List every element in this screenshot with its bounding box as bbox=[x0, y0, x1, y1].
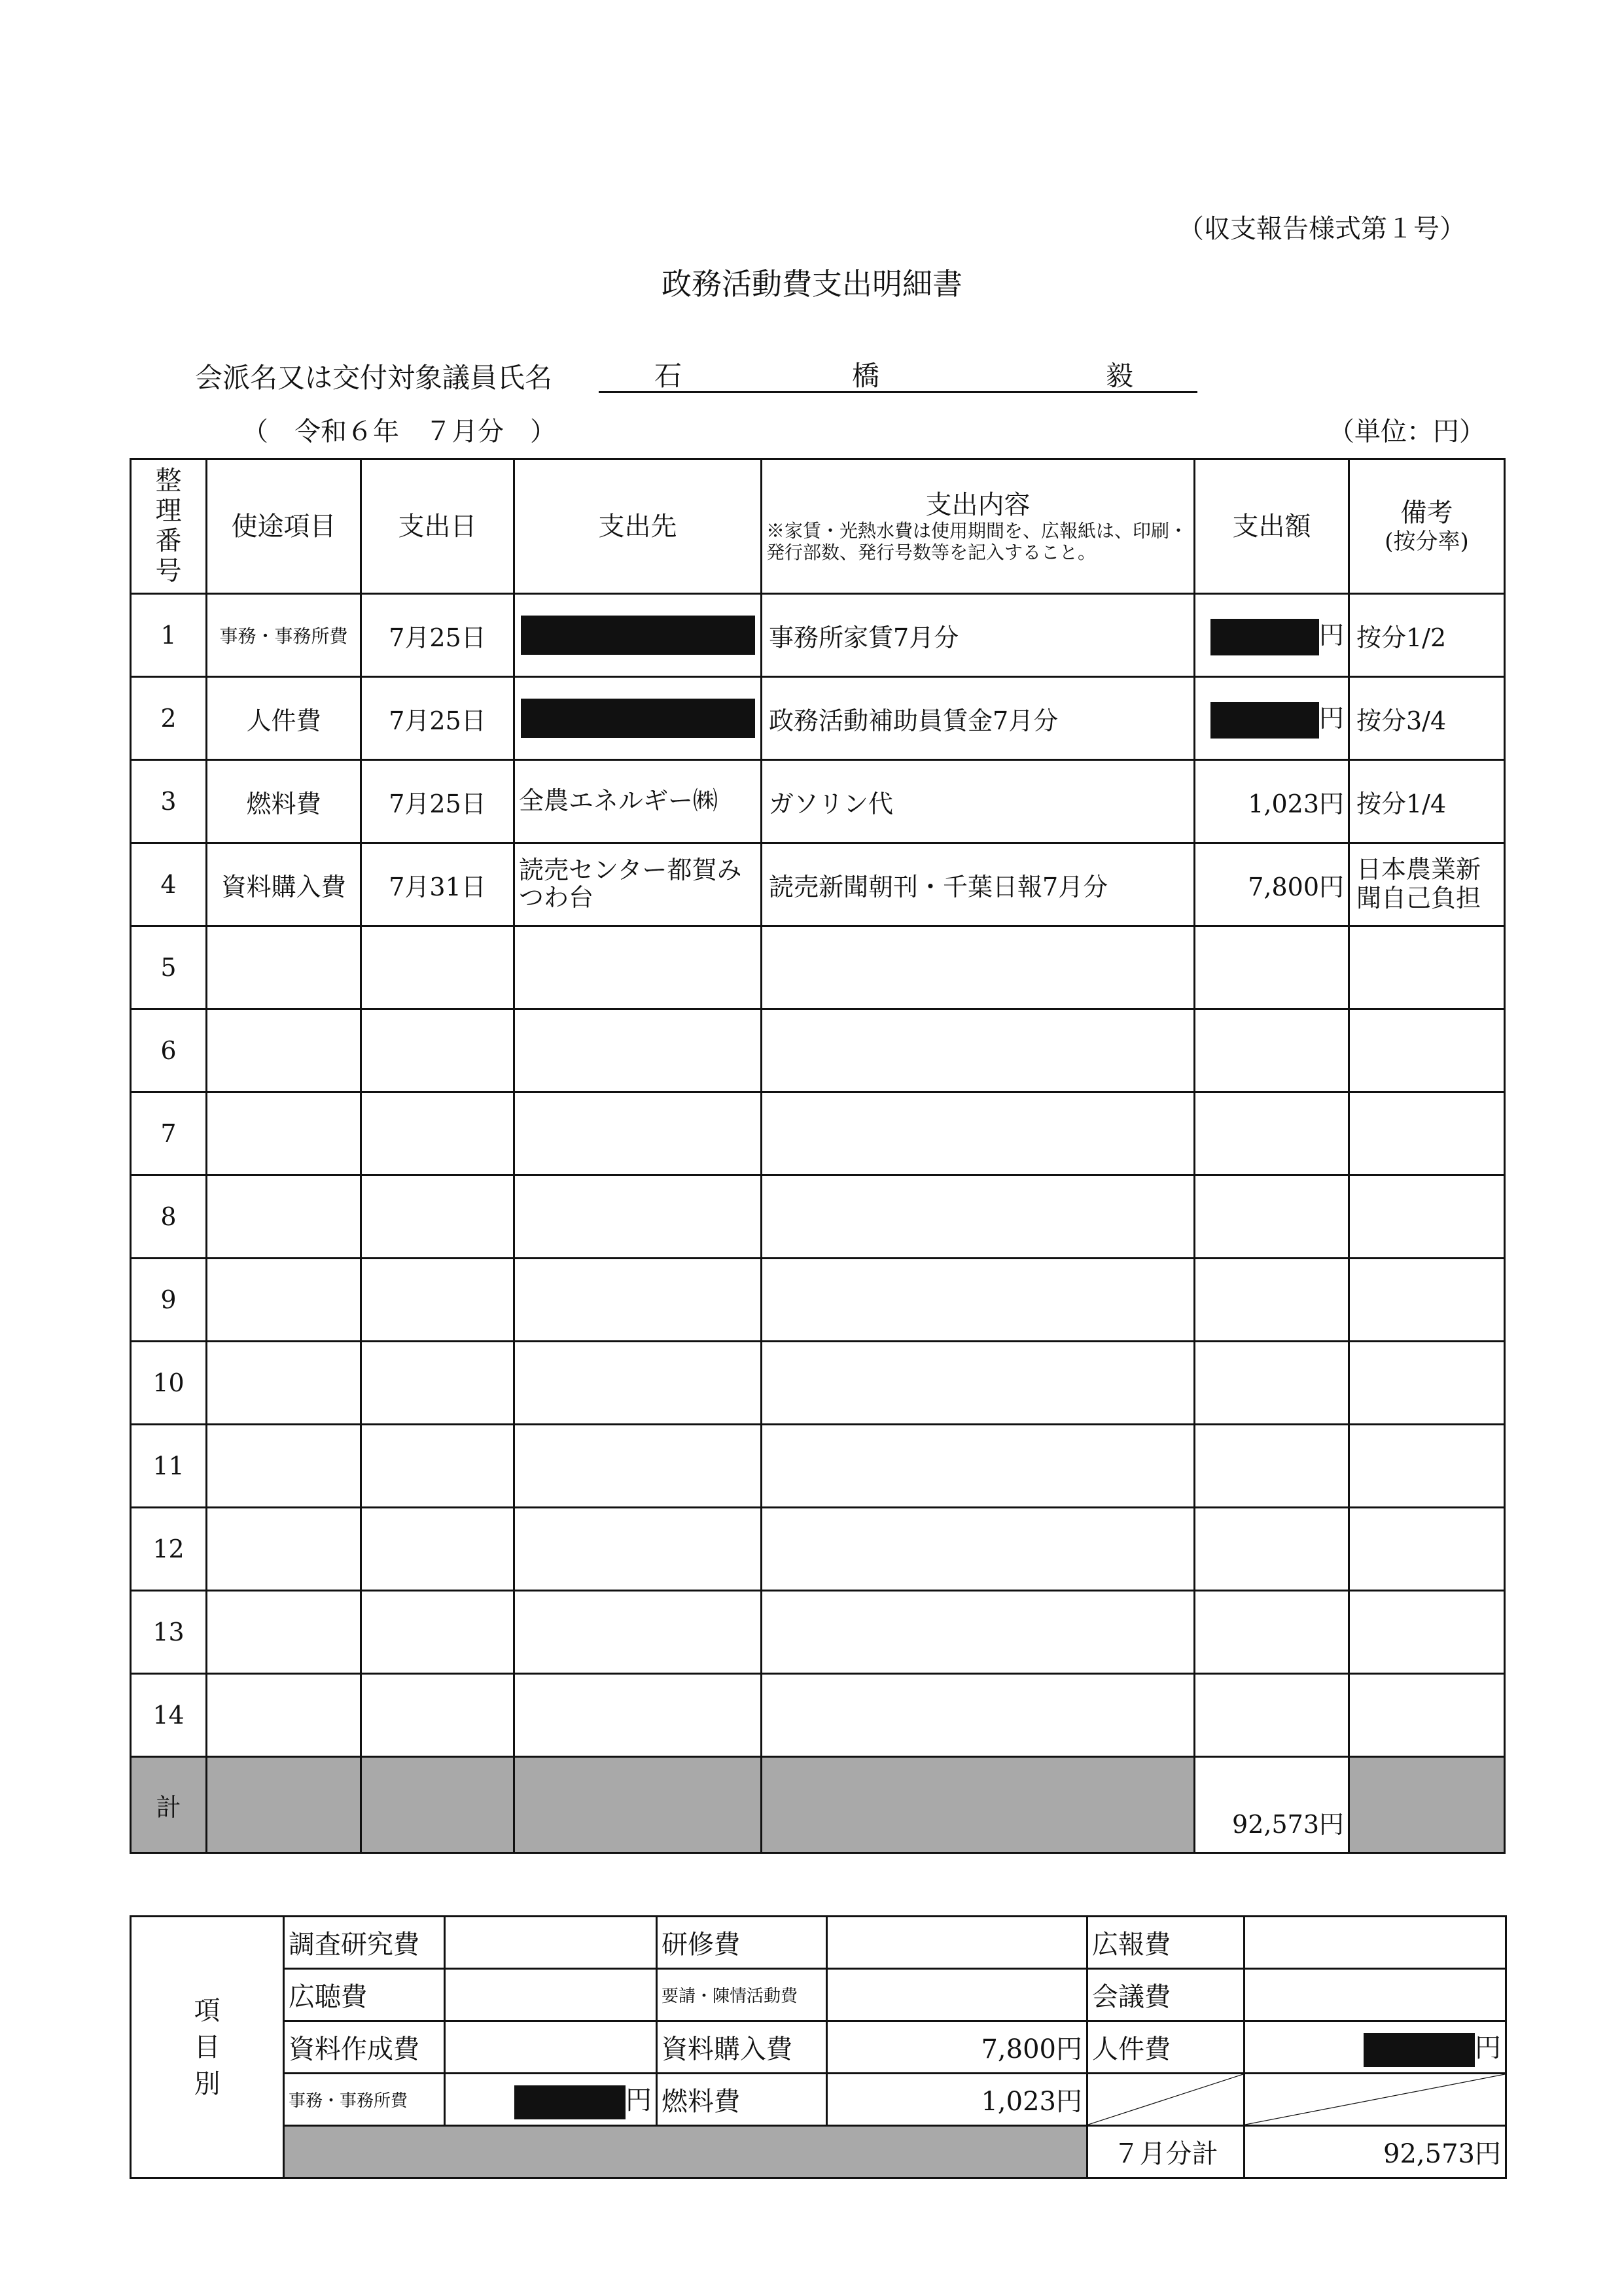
row-category bbox=[207, 1591, 361, 1674]
row-category bbox=[207, 926, 361, 1009]
row-remarks: 日本農業新聞自己負担 bbox=[1349, 843, 1505, 926]
row-content bbox=[762, 1674, 1195, 1757]
row-category: 燃料費 bbox=[207, 760, 361, 843]
redaction-block bbox=[521, 616, 755, 655]
summary-hearing-label: 広聴費 bbox=[284, 1969, 445, 2021]
row-amount bbox=[1195, 1259, 1349, 1342]
row-content: 読売新聞朝刊・千葉日報7月分 bbox=[762, 843, 1195, 926]
summary-petition-label: 要請・陳情活動費 bbox=[657, 1969, 827, 2021]
total-empty-cell bbox=[207, 1757, 361, 1853]
row-category bbox=[207, 1009, 361, 1092]
table-row bbox=[131, 1259, 1505, 1342]
document-title: 政務活動費支出明細書 bbox=[662, 266, 962, 302]
summary-month-total: 92,573円 bbox=[1244, 2126, 1506, 2178]
row-date bbox=[361, 1175, 514, 1259]
table-row bbox=[131, 1175, 1505, 1259]
row-remarks bbox=[1349, 1092, 1505, 1175]
row-date bbox=[361, 1259, 514, 1342]
form-number: （収支報告様式第１号） bbox=[1178, 214, 1466, 244]
expenditure-table bbox=[130, 458, 1506, 1854]
report-period: （ 令和６年 ７月分 ） bbox=[242, 417, 556, 447]
total-label: 計 bbox=[131, 1757, 207, 1853]
redaction-block bbox=[1210, 619, 1319, 655]
row-remarks bbox=[1349, 1591, 1505, 1674]
row-remarks bbox=[1349, 1674, 1505, 1757]
row-payee bbox=[514, 1009, 762, 1092]
row-category bbox=[207, 1259, 361, 1342]
row-no: 12 bbox=[131, 1508, 207, 1591]
row-date bbox=[361, 1009, 514, 1092]
row-category: 事務・事務所費 bbox=[207, 594, 361, 677]
summary-publicity-amount bbox=[1244, 1917, 1506, 1969]
row-payee bbox=[514, 1508, 762, 1591]
row-no: 6 bbox=[131, 1009, 207, 1092]
summary-meeting-amount bbox=[1244, 1969, 1506, 2021]
header-remarks-title: 備考 bbox=[1400, 498, 1453, 529]
table-row bbox=[131, 677, 1505, 760]
header-amount: 支出額 bbox=[1195, 459, 1349, 594]
row-date bbox=[361, 1591, 514, 1674]
summary-petition-amount bbox=[827, 1969, 1087, 2021]
redaction-block bbox=[1210, 702, 1319, 739]
row-payee bbox=[514, 926, 762, 1009]
row-date: 7月31日 bbox=[361, 843, 514, 926]
row-no: 9 bbox=[131, 1259, 207, 1342]
table-row bbox=[131, 926, 1505, 1009]
row-content bbox=[762, 1092, 1195, 1175]
row-category bbox=[207, 1092, 361, 1175]
table-row bbox=[131, 1674, 1505, 1757]
header-content bbox=[762, 459, 1195, 594]
row-amount bbox=[1195, 594, 1349, 677]
row-category bbox=[207, 1674, 361, 1757]
row-content bbox=[762, 1425, 1195, 1508]
summary-diagonal-cell bbox=[1087, 2074, 1244, 2126]
row-payee bbox=[514, 1674, 762, 1757]
row-payee bbox=[514, 1092, 762, 1175]
row-amount: 7,800円 bbox=[1195, 843, 1349, 926]
row-amount bbox=[1195, 1175, 1349, 1259]
header-content-title: 支出内容 bbox=[925, 490, 1031, 521]
row-remarks: 按分1/2 bbox=[1349, 594, 1505, 677]
row-remarks bbox=[1349, 1342, 1505, 1425]
summary-month-total-label: ７月分計 bbox=[1087, 2126, 1244, 2178]
row-no: 13 bbox=[131, 1591, 207, 1674]
table-row bbox=[131, 1425, 1505, 1508]
member-name-char-1: 石 bbox=[654, 360, 682, 392]
row-amount bbox=[1195, 1508, 1349, 1591]
total-row bbox=[131, 1757, 1505, 1853]
row-content bbox=[762, 1259, 1195, 1342]
row-payee bbox=[514, 1342, 762, 1425]
total-amount: 92,573円 bbox=[1195, 1757, 1349, 1853]
row-category: 資料購入費 bbox=[207, 843, 361, 926]
row-content bbox=[762, 1508, 1195, 1591]
row-remarks bbox=[1349, 1259, 1505, 1342]
row-no: 14 bbox=[131, 1674, 207, 1757]
row-no: 2 bbox=[131, 677, 207, 760]
summary-office-label: 事務・事務所費 bbox=[284, 2074, 445, 2126]
header-content-note: ※家賃・光熱水費は使用期間を、広報紙は、印刷・発行部数、発行号数等を記入すること。 bbox=[766, 520, 1188, 563]
row-content: ガソリン代 bbox=[762, 760, 1195, 843]
summary-material-purchase-amount: 7,800円 bbox=[827, 2021, 1087, 2074]
summary-side-label bbox=[131, 1917, 284, 2178]
row-amount bbox=[1195, 1009, 1349, 1092]
summary-meeting-label: 会議費 bbox=[1087, 1969, 1244, 2021]
member-name-char-2: 橋 bbox=[852, 360, 880, 392]
row-payee bbox=[514, 1175, 762, 1259]
row-no: 5 bbox=[131, 926, 207, 1009]
category-summary-table bbox=[130, 1915, 1507, 2179]
row-content bbox=[762, 1591, 1195, 1674]
row-remarks bbox=[1349, 926, 1505, 1009]
table-row bbox=[131, 594, 1505, 677]
row-date bbox=[361, 1674, 514, 1757]
table-row bbox=[131, 1092, 1505, 1175]
row-date bbox=[361, 1092, 514, 1175]
total-empty-cell bbox=[1349, 1757, 1505, 1853]
header-category: 使途項目 bbox=[207, 459, 361, 594]
row-amount: 1,023円 bbox=[1195, 760, 1349, 843]
header-remarks bbox=[1349, 459, 1505, 594]
table-row bbox=[131, 1009, 1505, 1092]
redaction-block bbox=[1364, 2033, 1475, 2067]
row-no: 3 bbox=[131, 760, 207, 843]
row-date bbox=[361, 926, 514, 1009]
summary-material-making-amount bbox=[445, 2021, 657, 2074]
row-date: 7月25日 bbox=[361, 594, 514, 677]
row-amount bbox=[1195, 1342, 1349, 1425]
redaction-block bbox=[514, 2085, 626, 2119]
summary-training-label: 研修費 bbox=[657, 1917, 827, 1969]
summary-publicity-label: 広報費 bbox=[1087, 1917, 1244, 1969]
row-amount bbox=[1195, 926, 1349, 1009]
row-amount bbox=[1195, 1425, 1349, 1508]
row-amount-unit: 円 bbox=[1318, 620, 1344, 650]
row-remarks bbox=[1349, 1425, 1505, 1508]
row-category bbox=[207, 1508, 361, 1591]
row-remarks bbox=[1349, 1175, 1505, 1259]
summary-side-char: 目 bbox=[194, 2032, 221, 2062]
summary-personnel-label: 人件費 bbox=[1087, 2021, 1244, 2074]
row-payee bbox=[514, 1259, 762, 1342]
total-empty-cell bbox=[762, 1757, 1195, 1853]
table-row bbox=[131, 1508, 1505, 1591]
summary-diagonal-cell bbox=[1244, 2074, 1506, 2126]
summary-research-label: 調査研究費 bbox=[284, 1917, 445, 1969]
row-amount bbox=[1195, 677, 1349, 760]
table-row bbox=[131, 1591, 1505, 1674]
table-header-row bbox=[131, 459, 1505, 594]
row-content bbox=[762, 1342, 1195, 1425]
summary-hearing-amount bbox=[445, 1969, 657, 2021]
row-no: 8 bbox=[131, 1175, 207, 1259]
header-no: 整理番号 bbox=[131, 459, 207, 594]
row-amount-unit: 円 bbox=[1318, 703, 1344, 733]
member-name-char-3: 毅 bbox=[1106, 360, 1134, 392]
table-row bbox=[131, 1342, 1505, 1425]
row-amount bbox=[1195, 1674, 1349, 1757]
row-date bbox=[361, 1425, 514, 1508]
row-category bbox=[207, 1175, 361, 1259]
summary-fuel-amount: 1,023円 bbox=[827, 2074, 1087, 2126]
row-payee: 読売センター都賀みつわ台 bbox=[514, 843, 762, 926]
summary-material-making-label: 資料作成費 bbox=[284, 2021, 445, 2074]
row-content bbox=[762, 1009, 1195, 1092]
row-payee bbox=[514, 677, 762, 760]
total-empty-cell bbox=[361, 1757, 514, 1853]
header-payee: 支出先 bbox=[514, 459, 762, 594]
redaction-block bbox=[521, 699, 755, 738]
row-content bbox=[762, 1175, 1195, 1259]
summary-gray-band bbox=[284, 2126, 1087, 2178]
member-name-label: 会派名又は交付対象議員氏名 bbox=[195, 362, 553, 394]
row-date bbox=[361, 1508, 514, 1591]
row-category bbox=[207, 1342, 361, 1425]
summary-office-amount bbox=[445, 2074, 657, 2126]
summary-training-amount bbox=[827, 1917, 1087, 1969]
row-no: 1 bbox=[131, 594, 207, 677]
summary-side-char: 項 bbox=[194, 1995, 221, 2026]
row-remarks: 按分1/4 bbox=[1349, 760, 1505, 843]
summary-material-purchase-label: 資料購入費 bbox=[657, 2021, 827, 2074]
row-date: 7月25日 bbox=[361, 760, 514, 843]
row-category bbox=[207, 1425, 361, 1508]
row-remarks bbox=[1349, 1508, 1505, 1591]
row-no: 11 bbox=[131, 1425, 207, 1508]
summary-personnel-amount bbox=[1244, 2021, 1506, 2074]
row-payee: 全農エネルギー㈱ bbox=[514, 760, 762, 843]
row-date bbox=[361, 1342, 514, 1425]
total-empty-cell bbox=[514, 1757, 762, 1853]
header-remarks-sub: (按分率) bbox=[1385, 529, 1469, 555]
row-no: 10 bbox=[131, 1342, 207, 1425]
summary-side-char: 別 bbox=[194, 2068, 221, 2099]
row-content: 事務所家賃7月分 bbox=[762, 594, 1195, 677]
row-payee bbox=[514, 594, 762, 677]
row-remarks: 按分3/4 bbox=[1349, 677, 1505, 760]
row-no: 4 bbox=[131, 843, 207, 926]
row-date: 7月25日 bbox=[361, 677, 514, 760]
row-payee bbox=[514, 1425, 762, 1508]
row-payee bbox=[514, 1591, 762, 1674]
row-content bbox=[762, 926, 1195, 1009]
unit-label: （単位：円） bbox=[1328, 417, 1485, 447]
summary-personnel-unit: 円 bbox=[1475, 2033, 1501, 2063]
summary-office-unit: 円 bbox=[626, 2085, 652, 2115]
table-row bbox=[131, 843, 1505, 926]
header-date: 支出日 bbox=[361, 459, 514, 594]
summary-fuel-label: 燃料費 bbox=[657, 2074, 827, 2126]
row-category: 人件費 bbox=[207, 677, 361, 760]
row-no: 7 bbox=[131, 1092, 207, 1175]
table-row bbox=[131, 760, 1505, 843]
summary-research-amount bbox=[445, 1917, 657, 1969]
row-content: 政務活動補助員賃金7月分 bbox=[762, 677, 1195, 760]
row-remarks bbox=[1349, 1009, 1505, 1092]
row-amount bbox=[1195, 1092, 1349, 1175]
row-amount bbox=[1195, 1591, 1349, 1674]
